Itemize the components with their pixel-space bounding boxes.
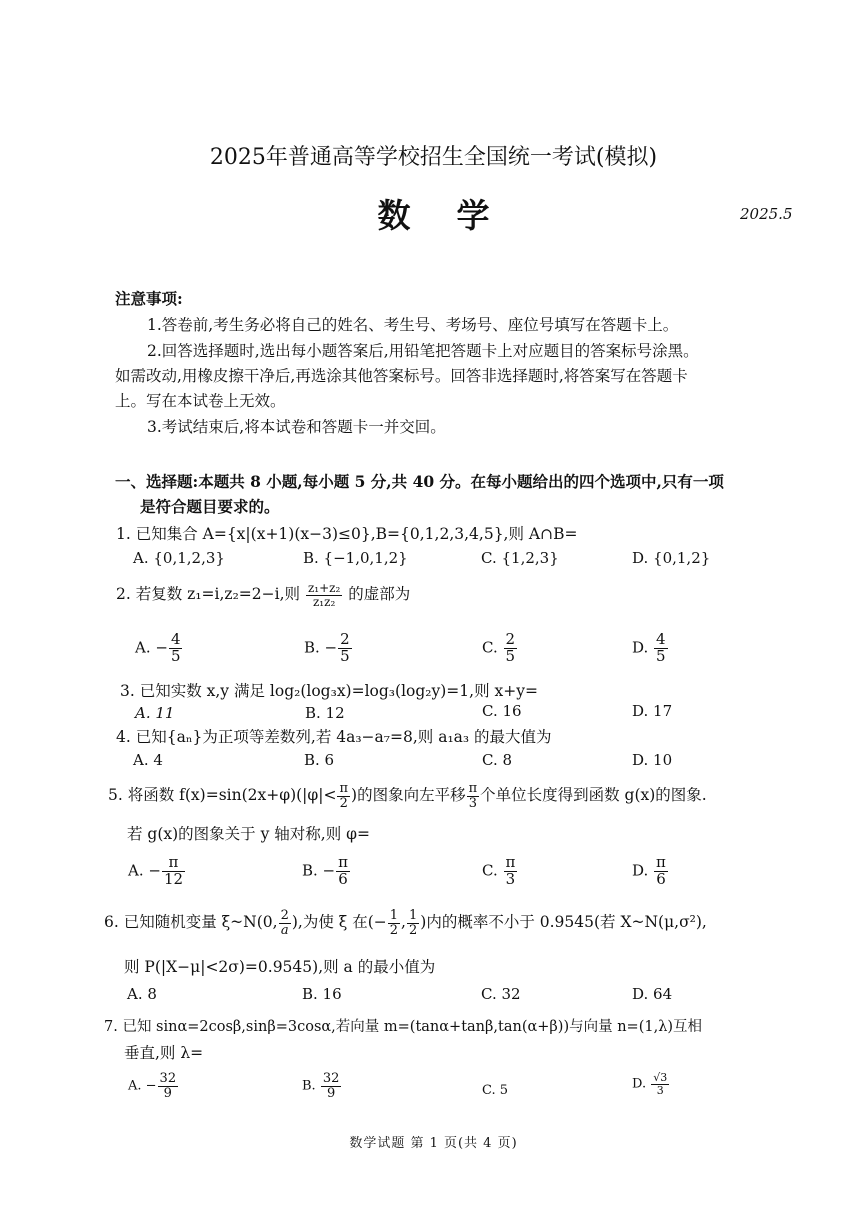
question-7-option-d xyxy=(632,1072,670,1096)
question-2-option-a-den: 5 xyxy=(170,646,181,665)
question-5-frac-pi-num: π xyxy=(339,781,349,796)
question-2-option-b-den: 5 xyxy=(340,646,350,665)
question-7-option-b xyxy=(302,1072,342,1100)
question-7-option-a-den: 9 xyxy=(163,1085,172,1101)
question-2-option-c-num: 2 xyxy=(505,630,516,648)
subject-title: 数学 xyxy=(377,196,536,235)
question-5-frac-pi-den: 2 xyxy=(339,795,348,811)
question-5-option-a-label: A. − xyxy=(128,861,161,880)
notice-item-3: 3.考试结束后,将本试卷和答题卡一并交回。 xyxy=(147,418,446,436)
question-6-line-1-a: 6. 已知随机变量 ξ~N(0, xyxy=(104,913,278,932)
question-5-option-d-label: D. xyxy=(632,861,649,880)
notice-item-2-line-3: 上。写在本试卷上无效。 xyxy=(115,392,286,410)
question-5-option-c-num: π xyxy=(505,853,516,871)
question-2-fraction xyxy=(306,582,342,608)
question-4-option-c: C. 8 xyxy=(482,751,513,769)
question-6-line-2: 则 P(|X−μ|<2σ)=0.9545),则 a 的最小值为 xyxy=(124,958,436,976)
section-heading-line-1: 一、选择题:本题共 8 小题,每小题 5 分,共 40 分。在每小题给出的四个选项中,只有一项 xyxy=(115,472,724,491)
question-4-option-b: B. 6 xyxy=(304,751,335,769)
question-7-option-b-label: B. xyxy=(302,1078,316,1094)
question-5-option-a xyxy=(128,855,186,888)
question-4-stem: 4. 已知{aₙ}为正项等差数列,若 4a₃−a₇=8,则 a₁a₃ 的最大值为 xyxy=(116,728,552,746)
question-6-line-1-b: ),为使 ξ 在(− xyxy=(291,913,387,932)
question-6-lower-num: 1 xyxy=(389,908,399,923)
question-7-line-1: 7. 已知 sinα=2cosβ,sinβ=3cosα,若向量 m=(tanα+tanβ,tan(α+β))与向量 n=(1,λ)互相 xyxy=(104,1019,703,1035)
question-2-fraction-numerator: z₁+z₂ xyxy=(307,581,341,595)
question-7-option-d-den: 3 xyxy=(656,1083,664,1097)
question-1-option-c: C. {1,2,3} xyxy=(481,549,559,567)
question-1-stem: 1. 已知集合 A={x|(x+1)(x−3)≤0},B={0,1,2,3,4,5},则 A∩B= xyxy=(116,525,578,543)
question-2-stem xyxy=(116,582,410,608)
question-2-option-d xyxy=(632,632,669,665)
question-7-option-b-num: 32 xyxy=(322,1071,340,1086)
question-5-option-b xyxy=(302,855,351,888)
question-5-line-1-c: 个单位长度得到函数 g(x)的图象. xyxy=(480,786,707,805)
notice-item-1: 1.答卷前,考生务必将自己的姓名、考生号、考场号、座位号填写在答题卡上。 xyxy=(147,316,679,334)
question-5-option-d-num: π xyxy=(656,853,666,871)
question-5-option-d xyxy=(632,855,669,888)
question-7-line-2: 垂直,则 λ= xyxy=(124,1044,204,1062)
question-6-option-a: A. 8 xyxy=(127,985,157,1003)
question-5-shift-den: 3 xyxy=(468,795,477,811)
question-7-option-b-den: 9 xyxy=(326,1085,336,1101)
question-5-line-1 xyxy=(108,782,707,810)
question-2-stem-prefix: 2. 若复数 xyxy=(116,585,183,604)
question-2-option-d-den: 5 xyxy=(656,646,666,665)
question-5-option-c-den: 3 xyxy=(505,869,516,888)
question-2-option-b xyxy=(304,632,353,665)
question-2-option-b-num: 2 xyxy=(340,630,350,648)
question-2-option-c-den: 5 xyxy=(505,646,516,665)
question-5-option-b-den: 6 xyxy=(338,869,348,888)
question-5-option-a-num: π xyxy=(162,855,185,872)
question-6-option-b: B. 16 xyxy=(302,985,342,1003)
question-7-option-a xyxy=(128,1072,179,1100)
question-5-option-c xyxy=(482,855,518,888)
question-6-line-1 xyxy=(104,909,707,937)
question-5-line-2: 若 g(x)的图象关于 y 轴对称,则 φ= xyxy=(127,825,370,843)
question-3-option-c: C. 16 xyxy=(482,702,522,720)
question-3-option-a: A. 11 xyxy=(135,704,175,722)
question-5-line-1-b: )的图象向左平移 xyxy=(351,786,466,805)
question-2-option-a xyxy=(135,632,183,665)
question-6-line-1-d: )内的概率不小于 0.9545(若 X~N(μ,σ²), xyxy=(420,913,707,932)
notice-item-2-line-2: 如需改动,用橡皮擦干净后,再选涂其他答案标号。回答非选择题时,将答案写在答题卡 xyxy=(115,367,688,385)
question-2-option-d-label: D. xyxy=(632,638,649,657)
question-2-stem-suffix: 的虚部为 xyxy=(348,585,411,604)
question-3-option-d: D. 17 xyxy=(632,702,673,720)
question-7-option-d-label: D. xyxy=(632,1076,647,1092)
question-7-option-d-num: √3 xyxy=(653,1071,668,1084)
question-6-option-c: C. 32 xyxy=(481,985,521,1003)
question-5-option-c-label: C. xyxy=(482,861,498,880)
question-6-variance-den: a xyxy=(280,922,289,938)
page-footer: 数学试题 第 1 页(共 4 页) xyxy=(349,1136,518,1151)
question-2-option-a-label: A. − xyxy=(135,638,168,657)
question-2-option-c-label: C. xyxy=(482,638,498,657)
question-2-fraction-denominator: z₁z₂ xyxy=(312,594,336,609)
question-1-option-d: D. {0,1,2} xyxy=(632,549,711,567)
question-5-option-a-den: 12 xyxy=(163,869,184,888)
question-4-option-d: D. 10 xyxy=(632,751,673,769)
question-2-stem-mid: z₁=i,z₂=2−i,则 xyxy=(187,585,301,604)
question-6-line-1-c: , xyxy=(401,913,406,932)
notice-item-2-line-1: 2.回答选择题时,选出每小题答案后,用铅笔把答题卡上对应题目的答案标号涂黑。 xyxy=(147,342,699,360)
question-1-option-b: B. {−1,0,1,2} xyxy=(303,549,408,567)
question-5-option-b-num: π xyxy=(338,853,348,871)
question-2-option-a-num: 4 xyxy=(170,630,181,648)
question-5-option-b-label: B. − xyxy=(302,861,336,880)
notice-heading: 注意事项: xyxy=(115,289,183,308)
question-1-option-a: A. {0,1,2,3} xyxy=(133,549,225,567)
exam-date: 2025.5 xyxy=(740,205,793,223)
question-6-upper-den: 2 xyxy=(408,922,418,938)
question-3-stem: 3. 已知实数 x,y 满足 log₂(log₃x)=log₃(log₂y)=1,则 x+y= xyxy=(120,682,538,700)
question-6-upper-num: 1 xyxy=(408,908,418,923)
section-heading-line-2: 是符合题目要求的。 xyxy=(140,497,280,516)
question-3-option-b: B. 12 xyxy=(305,704,345,722)
question-6-option-d: D. 64 xyxy=(632,985,673,1003)
question-5-shift-num: π xyxy=(468,781,478,796)
question-2-option-d-num: 4 xyxy=(656,630,666,648)
question-2-option-b-label: B. − xyxy=(304,638,338,657)
question-7-option-a-num: 32 xyxy=(159,1071,177,1086)
question-7-option-c: C. 5 xyxy=(482,1083,509,1098)
question-6-lower-den: 2 xyxy=(389,922,399,938)
question-4-option-a: A. 4 xyxy=(133,751,163,769)
question-2-option-c xyxy=(482,632,518,665)
question-7-option-a-label: A. − xyxy=(128,1078,157,1094)
question-5-option-d-den: 6 xyxy=(656,869,666,888)
exam-title: 2025年普通高等学校招生全国统一考试(模拟) xyxy=(209,145,658,170)
question-6-variance-num: 2 xyxy=(280,908,289,923)
question-5-line-1-a: 5. 将函数 f(x)=sin(2x+φ)(|φ|< xyxy=(108,786,337,805)
